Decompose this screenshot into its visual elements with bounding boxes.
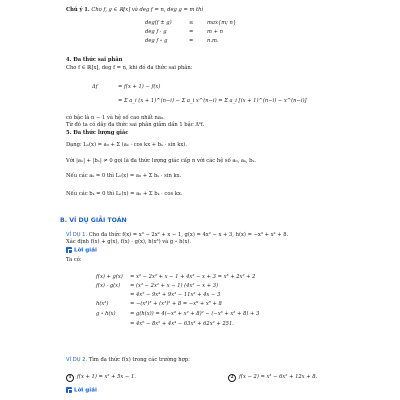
note1-row-lhs-0: deg(f ± g) (145, 20, 172, 26)
ex2-sol-label: Lời giải (74, 387, 97, 394)
sec4-delta-expansion: = Σ a_i (x + 1)^(n−i) − Σ a_i x^(n−i) = Σ a_i [(x + 1)^(n−i) − x^(n−i)] (118, 98, 307, 104)
note1-label: Chú ý 1. (66, 7, 90, 13)
sec4-intro: Cho f ∈ ℝ[x], deg f = n, khi đó đa thức sai phân: (66, 65, 193, 71)
sec4-title: 4. Đa thức sai phân (66, 57, 123, 63)
sec4-delta-lhs: Δf (92, 84, 98, 90)
sec5-form: Dạng: Lₙ(x) = a₀ + Σ (aₖ · cos kx + bₖ · sin kx). (66, 142, 187, 148)
ex2-label: VÍ DỤ 2. (66, 357, 88, 363)
note1-row-rel-1: = (189, 29, 194, 35)
ex2-solution-heading (66, 387, 97, 394)
sec4-delta-rhs: = f(x + 1) − f(x) (118, 84, 161, 90)
secB-title: B. VÍ DỤ GIẢI TOÁN (60, 217, 127, 224)
sec5-case1: Nếu các aₖ = 0 thì Lₙ(x) = a₀ + Σ bₖ · sin kx. (66, 173, 182, 179)
sec4-after2: Từ đó ta có dãy đa thức sai phân giảm dần 1 bậc Δᵏf. (66, 122, 205, 128)
pencil-icon (66, 247, 72, 253)
note1-row-rel-0: ≤ (189, 20, 194, 26)
note1-row-lhs-1: deg f · g (145, 29, 167, 35)
ex1-row-rhs-0: = x³ − 2x² + x − 1 + 4x² − x + 3 = x³ + 2x² + 2 (130, 274, 256, 280)
sec5-case2: Nếu các bₖ = 0 thì Lₙ(x) = a₀ + Σ bₖ · cos kx. (66, 191, 183, 197)
ex1-text2: Xác định f(x) + g(x), f(x) · g(x), h(x³) và g ∘ h(x). (66, 239, 192, 245)
ex1-statement (66, 232, 288, 238)
ex2-item1-text: f(x + 1) = x² + 5x − 1. (77, 374, 136, 380)
ex1-row-rhs-3: = −(x³)³ + (x³)² + 8 = −x⁹ + x⁶ + 8 (130, 301, 222, 307)
note1-row-rel-2: = (189, 38, 194, 44)
note1-row-lhs-2: deg f ∘ g (145, 38, 168, 44)
note1-row-rhs-1: m + n (207, 29, 223, 35)
ex1-row-lhs-1: f(x) · g(x) (96, 283, 121, 289)
ex2-text: Tìm đa thức f(x) trong các trường hợp: (88, 357, 190, 363)
item-number-2: 2 (228, 374, 236, 382)
ex2-item-1 (66, 374, 136, 382)
ex1-sol-label: Lời giải (74, 247, 97, 254)
ex1-row-rhs-4: = g(h(x)) = 4(−x³ + x² + 8)² − (−x³ + x² + 8) + 3 (130, 311, 260, 317)
ex1-taco: Ta có: (66, 257, 82, 263)
ex1-row-rhs-2: = 4x⁵ − 9x⁴ + 9x³ − 11x² + 4x − 3 (130, 292, 221, 298)
ex2-item-2 (228, 374, 317, 382)
ex2-item2-text: f(x − 2) = x³ − 6x² + 12x + 8. (239, 374, 318, 380)
item-number-1: 1 (66, 374, 74, 382)
ex1-text: Cho đa thức f(x) = x³ − 2x² + x − 1, g(x) = 4x² − x + 3, h(x) = −x³ + x² + 8. (88, 232, 289, 238)
ex1-label: VÍ DỤ 1. (66, 232, 88, 238)
sec5-condition: Với |aₙ| + |bₙ| ≠ 0 gọi là đa thức lượng giác cấp n với các hệ số a₀, aₖ, bₖ. (66, 158, 257, 164)
ex2-statement (66, 357, 190, 363)
ex1-row-lhs-0: f(x) + g(x) (96, 274, 123, 280)
note1-row-rhs-0: max{m; n} (207, 20, 237, 26)
ex1-row-rhs-1: = (x³ − 2x² + x − 1) (4x² − x + 3) (130, 283, 219, 289)
sec5-title: 5. Đa thức lượng giác (66, 130, 129, 136)
note1-line (66, 7, 203, 13)
sec4-after1: có bậc là n − 1 và hệ số cao nhất na₀. (66, 115, 165, 121)
note1-row-rhs-2: n.m. (207, 38, 219, 44)
ex1-row-lhs-4: g ∘ h(x) (96, 311, 116, 317)
pencil-icon (66, 387, 72, 393)
ex1-row-lhs-3: h(x³) (96, 301, 109, 307)
note1-text: Cho f, g ∈ ℝ[x] và deg f = n, deg g = m thì (91, 7, 204, 13)
ex1-solution-heading (66, 247, 97, 254)
ex1-row-rhs-5: = 4x⁶ − 8x⁵ + 4x⁴ − 63x³ + 62x² + 251. (130, 321, 234, 327)
